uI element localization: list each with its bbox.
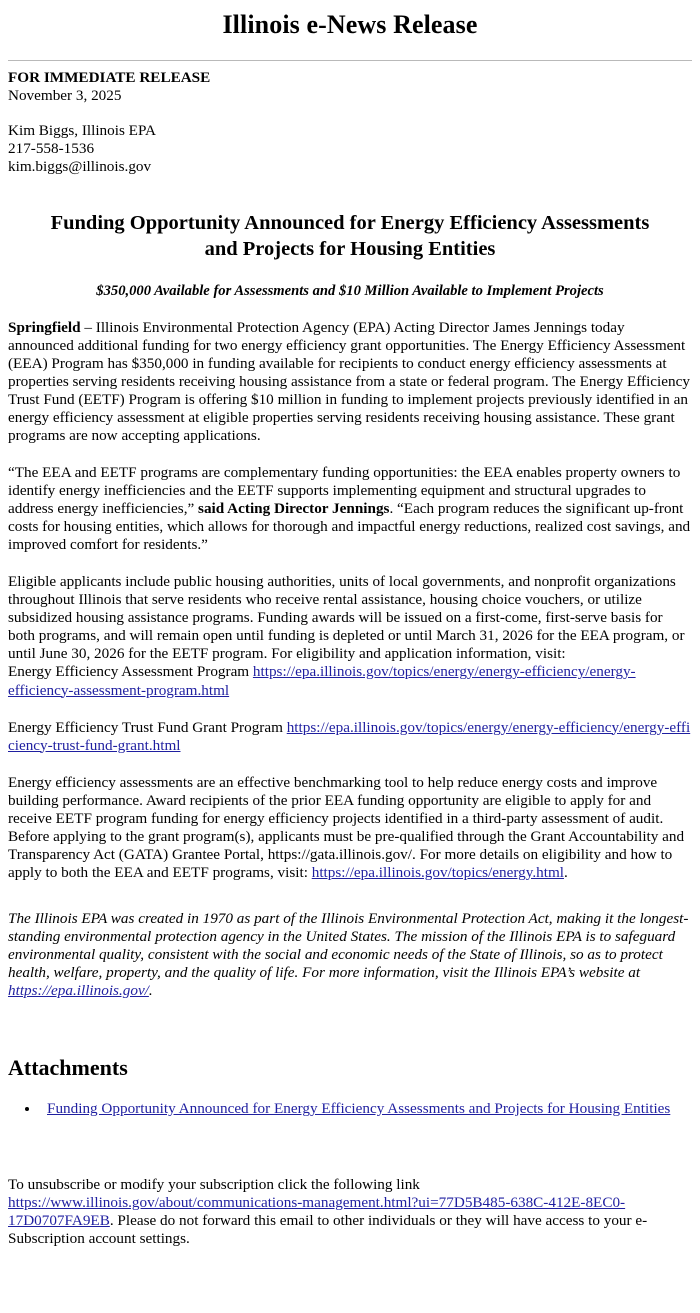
attachment-link[interactable]: Funding Opportunity Announced for Energy Efficiency Assessments and Projects for Housing Entities	[47, 1099, 671, 1117]
epa-website-link[interactable]: https://epa.illinois.gov/	[8, 981, 149, 999]
quote-text-first: “The EEA and EETF programs are complementary funding opportunities: the EEA enables property owners to identify energy inefficiencies and the EETF supports implementing equipment and structural upgrades to address energy inefficiencies,”	[8, 464, 681, 518]
page-title: Illinois e-News Release	[222, 10, 478, 39]
spacer	[8, 105, 692, 122]
release-date: November 3, 2025	[8, 86, 122, 104]
paragraph-intro	[8, 319, 692, 445]
header-divider	[8, 60, 692, 61]
contact-phone: 217-558-1536	[8, 139, 95, 157]
article-headline: Funding Opportunity Announced for Energy Efficiency Assessments and Projects for Housing Entities	[50, 211, 650, 260]
quote-text-second: . “Each program reduces the significant up-front costs for housing entities, which allows for thorough and impactful energy reductions, realized cost savings, and improved comfort for residents.”	[8, 500, 691, 554]
program-link-label-eetf: Energy Efficiency Trust Fund Grant Program	[8, 718, 287, 736]
article-subhead: $350,000 Available for Assessments and $10 Million Available to Implement Projects	[96, 282, 604, 299]
unsubscribe-link[interactable]: https://www.illinois.gov/about/communications-management.html?ui=77D5B485-638C-412E-8EC0-17D0707FA9EB	[8, 1193, 626, 1229]
program-link-eea[interactable]: https://epa.illinois.gov/topics/energy/energy-efficiency/energy-efficiency-assessment-program.html	[8, 663, 636, 699]
contact-name-org: Kim Biggs, Illinois EPA	[8, 121, 156, 139]
attachments-list	[8, 1100, 692, 1118]
unsubscribe-footer	[8, 1176, 692, 1248]
unsubscribe-intro: To unsubscribe or modify your subscription click the following link	[8, 1175, 420, 1193]
energy-topics-link[interactable]: https://epa.illinois.gov/topics/energy.html	[311, 863, 564, 881]
program-link-label-eea: Energy Efficiency Assessment Program	[8, 663, 253, 681]
paragraph-gata-text: Before applying to the grant program(s), applicants must be pre-qualified through the Grant Accountability and Transparency Act (GATA) Grantee Portal, https://gata.illinois.gov/. For more details on eligibility and how to apply to both the EEA and EETF programs, visit:	[8, 827, 685, 881]
attachments-heading: Attachments	[8, 1054, 128, 1080]
unsubscribe-outro: . Please do not forward this email to other individuals or they will have access to your e-Subscription account settings.	[8, 1211, 648, 1247]
quote-attribution: said Acting Director Jennings	[198, 500, 390, 518]
paragraph-intro-text: – Illinois Environmental Protection Agency (EPA) Acting Director James Jennings today announced additional funding for two energy efficiency grant opportunities. The Energy Efficiency Assessment (EEA) Program has $350,000 in funding available for recipients to conduct energy efficiency assessments at properties serving residents receiving housing assistance from a state or federal program. The Energy Efficiency Trust Fund (EETF) Program is offering $10 million in funding to implement projects previously identified in an energy efficiency assessment at eligible properties serving residents receiving housing assistance. These grant programs are now accepting applications.	[8, 319, 690, 445]
release-label: FOR IMMEDIATE RELEASE	[8, 68, 211, 86]
program-link-row-eetf	[8, 719, 692, 755]
list-item	[40, 1100, 692, 1118]
program-link-row-eea	[8, 663, 692, 699]
paragraph-benchmarking: Energy efficiency assessments are an effective benchmarking tool to help reduce energy costs and improve building performance. Award recipients of the prior EEA funding opportunity are eligible to apply for and receive EETF program funding for energy efficiency projects identified in a third-party assessment of audit.	[8, 773, 664, 827]
contact-email: kim.biggs@illinois.gov	[8, 157, 152, 175]
boilerplate-period: .	[148, 981, 153, 999]
paragraph-gata	[8, 828, 692, 882]
program-link-eetf[interactable]: https://epa.illinois.gov/topics/energy/energy-efficiency/energy-effi ciency-trust-fund-grant.html	[8, 718, 691, 754]
dateline: Springfield	[8, 319, 81, 337]
paragraph-quote	[8, 464, 692, 554]
paragraph-eligibility: Eligible applicants include public housing authorities, units of local governments, and nonprofit organizations throughout Illinois that serve residents who receive rental assistance, housing choice vouchers, or utilize subsidized housing assistance programs. Funding awards will be issued on a first-come, first-serve basis for both programs, and will remain open until funding is depleted or until March 31, 2026 for the EEA program, or until June 30, 2026 for the EETF program. For eligibility and application information, visit:	[8, 573, 685, 663]
paragraph-gata-period: .	[563, 863, 568, 881]
boilerplate-text: The Illinois EPA was created in 1970 as part of the Illinois Environmental Protection Act, making it the longest-standing environmental protection agency in the United States. The mission of the Illinois EPA is to safeguard environmental quality, consistent with the social and economic needs of the State of Illinois, so as to protect health, welfare, property, and the quality of life. For more information, visit the Illinois EPA’s website at	[8, 909, 689, 981]
paragraph-boilerplate	[8, 910, 692, 1000]
